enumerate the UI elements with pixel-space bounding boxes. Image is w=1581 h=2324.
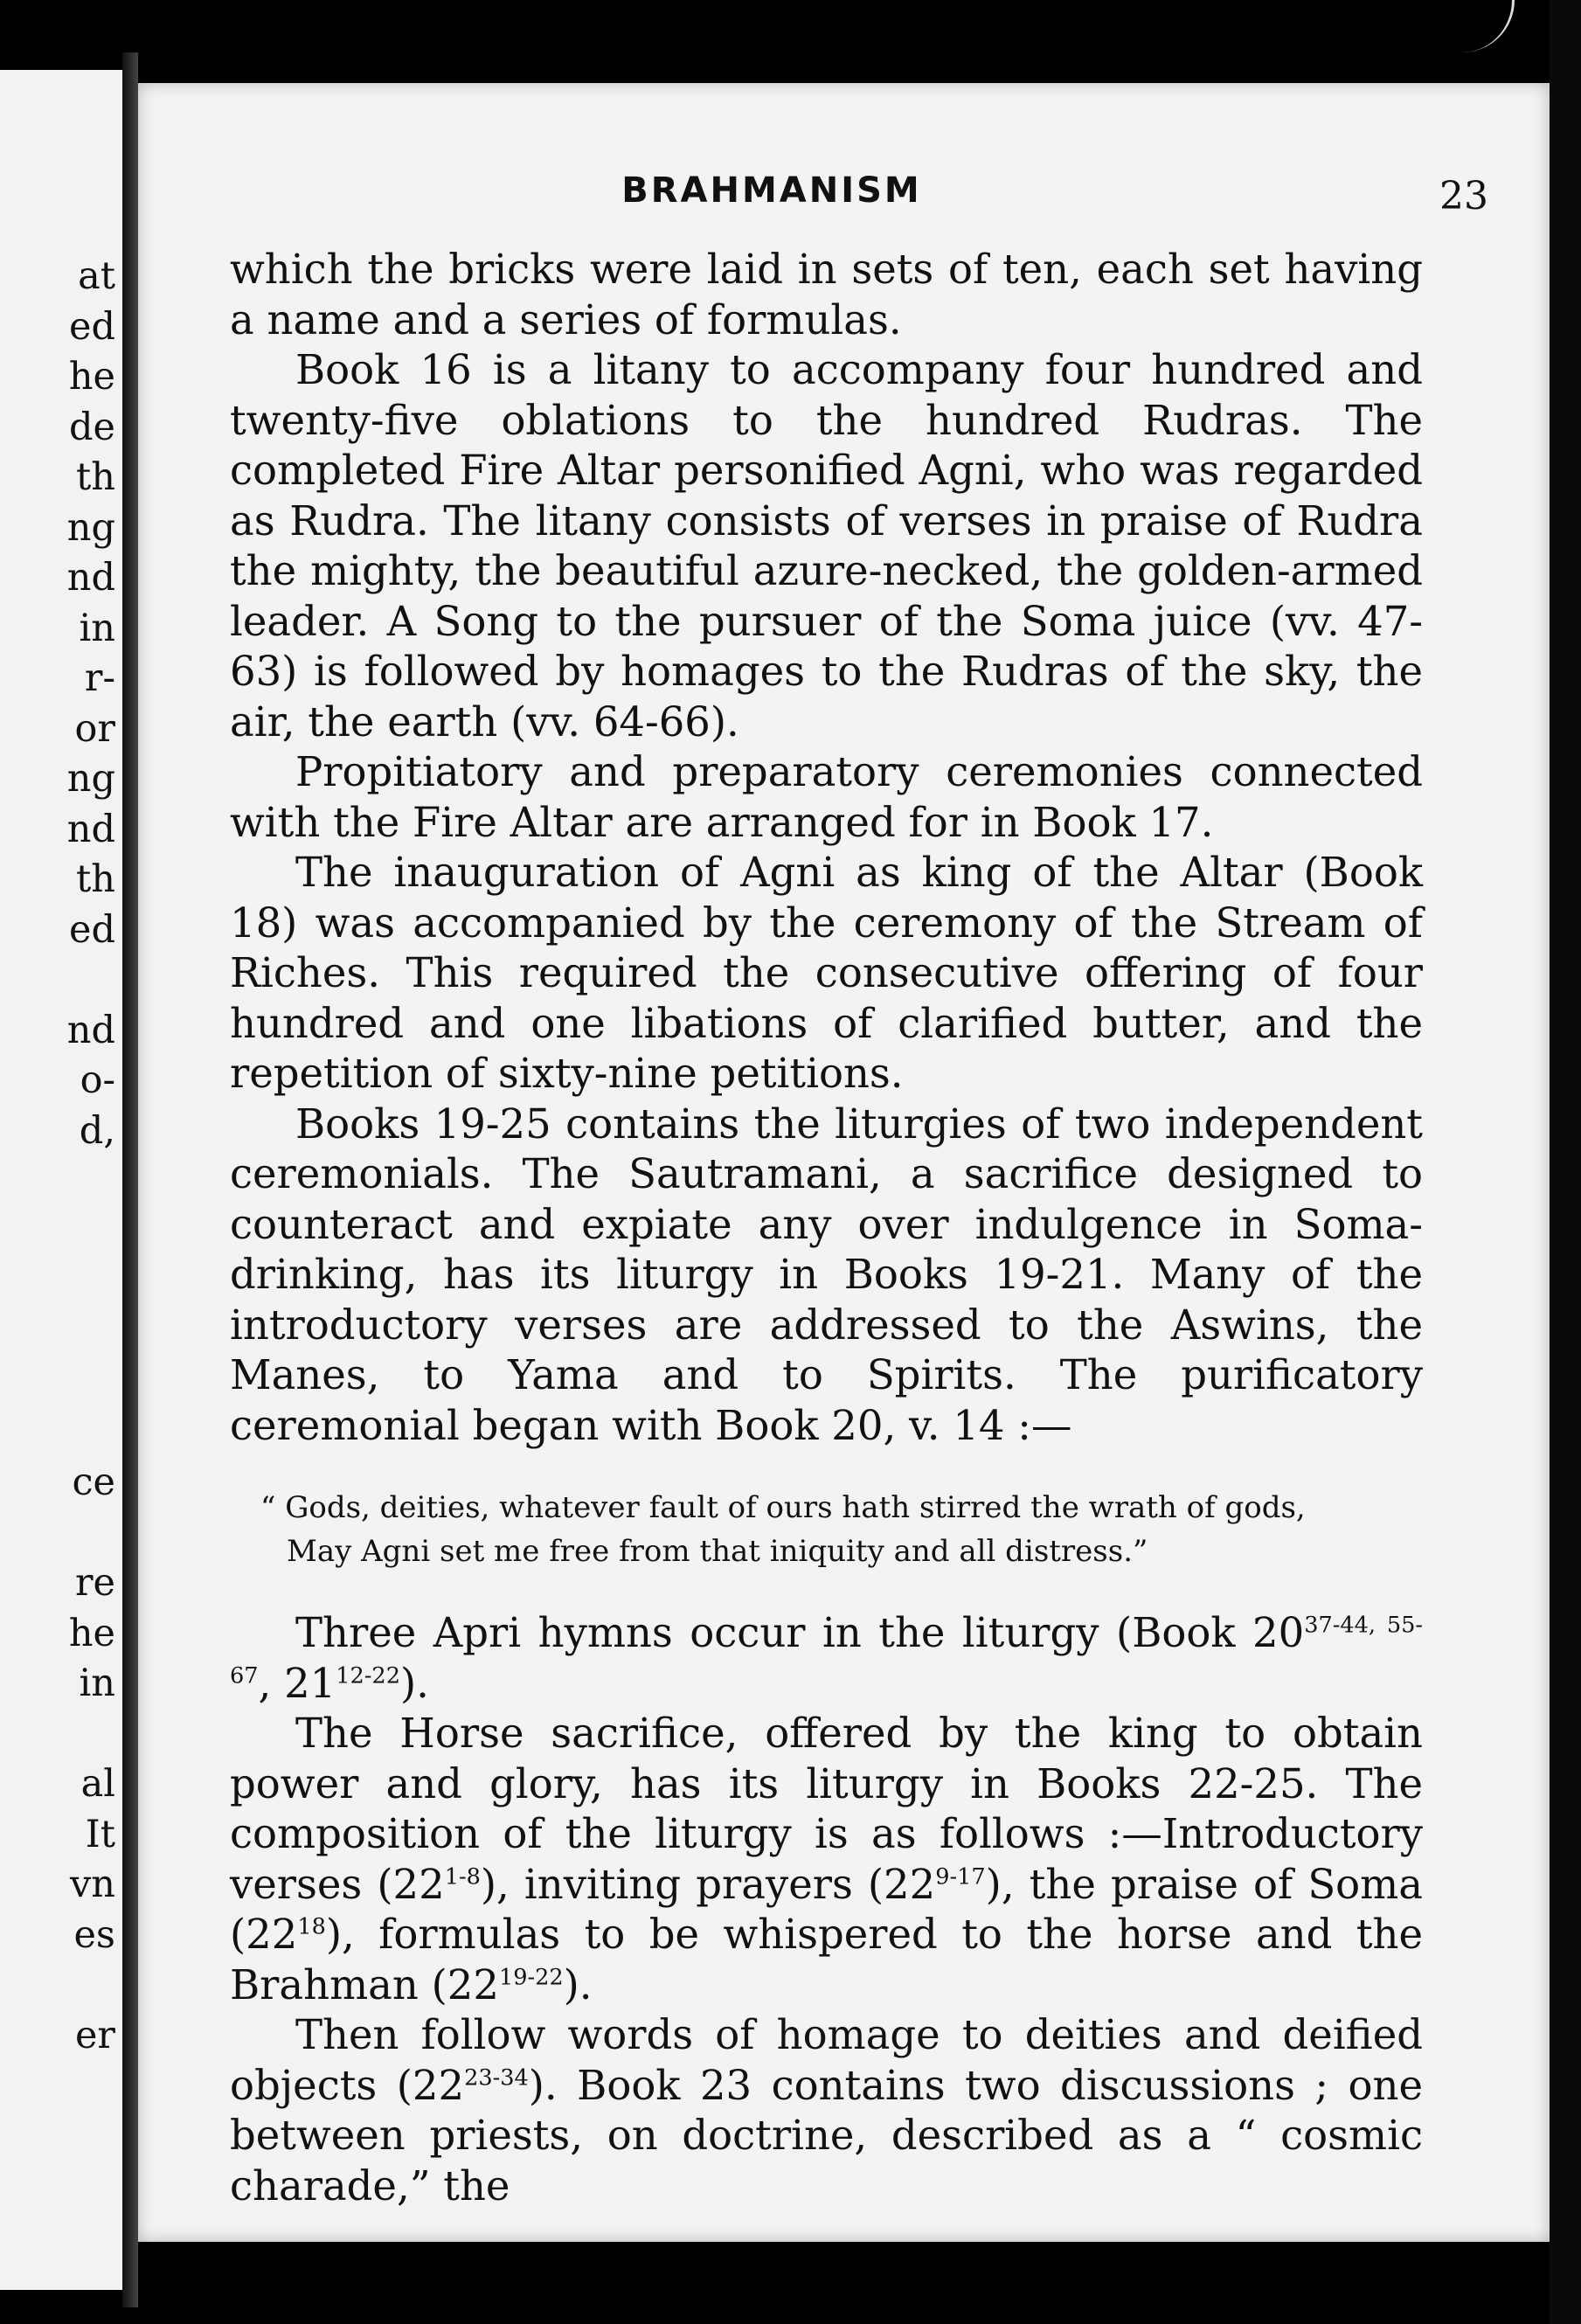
paragraph: Propitiatory and preparatory ceremonies connected with the Fire Altar are arranged for in Book 17.: [230, 748, 1423, 846]
paragraph: The inauguration of Agni as king of the Altar (Book 18) was accompanied by the ceremony of the Stream of Riches. This required the consecutive offering of four hundred and one libations of clarified butter, and the repetition of sixty-nine petitions.: [230, 849, 1423, 1097]
paragraph: [230, 1709, 1423, 2010]
paragraph: [230, 2010, 1423, 2211]
previous-page-line-fragment: o-: [80, 1058, 115, 1102]
previous-page-line-fragment: es: [73, 1912, 115, 1957]
text-run: ). Book 23 contains two discussions ; one between priests, on doctrine, described as a “ cosmic charade,” the: [230, 2061, 1423, 2210]
previous-page-line-fragment: er: [74, 2013, 115, 2057]
superscript-reference: 9-17: [935, 1863, 986, 1890]
text-run: Then follow words of homage to deities and deified objects (22: [230, 2011, 1423, 2109]
previous-page-line-fragment: It: [85, 1812, 115, 1856]
previous-page-line-fragment: al: [80, 1762, 115, 1806]
previous-page-line-fragment: th: [76, 455, 115, 499]
previous-page-line-fragment: he: [68, 355, 115, 399]
superscript-reference: 1-8: [444, 1863, 481, 1890]
text-run: , 21: [258, 1659, 336, 1707]
previous-page-line-fragment: or: [74, 706, 115, 751]
previous-page-line-fragment: nd: [66, 807, 115, 851]
superscript-reference: 37-44, 55-67: [230, 1612, 1423, 1689]
superscript-reference: 12-22: [336, 1662, 400, 1689]
text-run: Three Apri hymns occur in the liturgy (Book 20: [295, 1609, 1305, 1656]
quote-line: May Agni set me free from that iniquity and all distress.”: [287, 1534, 1148, 1569]
previous-page-line-fragment: r-: [84, 656, 115, 700]
page-number: 23: [1439, 174, 1488, 219]
previous-page-line-fragment: in: [79, 606, 115, 650]
previous-page-line-fragment: nd: [66, 1008, 115, 1052]
previous-page-line-fragment: in: [79, 1661, 115, 1705]
text-run: ).: [563, 1960, 593, 2008]
previous-page-line-fragment: ce: [72, 1460, 115, 1504]
previous-page-line-fragment: d,: [79, 1108, 115, 1153]
previous-page-line-fragment: ng: [66, 757, 115, 801]
previous-page-line-fragment: at: [78, 254, 115, 298]
body-text: [230, 245, 1423, 2211]
paragraph: which the bricks were laid in sets of ten, each set having a name and a series of formulas.: [230, 246, 1423, 343]
superscript-reference: 19-22: [498, 1964, 564, 1990]
text-run: The Horse sacrifice, offered by the king to obtain power and glory, has its liturgy in Books 22-25. The composition of the liturgy is as follows :—Introductory verses (22: [230, 1710, 1423, 1908]
paragraph: Book 16 is a litany to accompany four hundred and twenty-five oblations to the hundred Rudras. The completed Fire Altar personified Agni, who was regarded as Rudra. The litany consists of verses in praise of Rudra the mighty, the beautiful azure-necked, the golden-armed leader. A Song to the pursuer of the Soma juice (vv. 47-63) is followed by homages to the Rudras of the sky, the air, the earth (vv. 64-66).: [230, 346, 1423, 746]
previous-page-line-fragment: nd: [66, 556, 115, 600]
running-head: [138, 170, 1550, 223]
superscript-reference: 18: [297, 1913, 326, 1940]
previous-page-line-fragment: ed: [69, 304, 115, 349]
paragraph: [230, 1608, 1423, 1709]
verse-quotation: [230, 1486, 1423, 1573]
text-run: ), the praise of Soma (22: [230, 1860, 1423, 1958]
running-title: BRAHMANISM: [621, 170, 922, 211]
previous-page-line-fragment: ed: [69, 907, 115, 952]
previous-page-line-fragment: vn: [70, 1863, 115, 1906]
previous-page-line-fragment: he: [68, 1611, 115, 1655]
previous-page-line-fragment: th: [76, 857, 115, 901]
paragraph: Books 19-25 contains the liturgies of two independent ceremonials. The Sautramani, a sacrifice designed to counteract and expiate any over indulgence in Soma-drinking, has its liturgy in Books 19-21. Many of the introductory verses are addressed to the Aswins, the Manes, to Yama and to Spirits. The purificatory ceremonial began with Book 20, v. 14 :—: [230, 1100, 1423, 1449]
text-run: ).: [399, 1659, 429, 1707]
page-edge-curl: [1442, 0, 1515, 52]
text-run: ), inviting prayers (22: [480, 1860, 936, 1908]
book-spine-edge: [1550, 0, 1581, 2324]
previous-page: [0, 70, 126, 2290]
previous-page-line-fragment: ng: [66, 505, 115, 550]
text-run: ), formulas to be whispered to the horse and the Brahman (22: [230, 1911, 1423, 2008]
book-gutter: [122, 52, 138, 2307]
book-page: [138, 83, 1550, 2242]
superscript-reference: 23-34: [464, 2064, 529, 2091]
previous-page-line-fragment: de: [69, 405, 115, 449]
previous-page-line-fragment: re: [74, 1561, 115, 1605]
quote-line: “ Gods, deities, whatever fault of ours hath stirred the wrath of gods,: [260, 1490, 1306, 1525]
